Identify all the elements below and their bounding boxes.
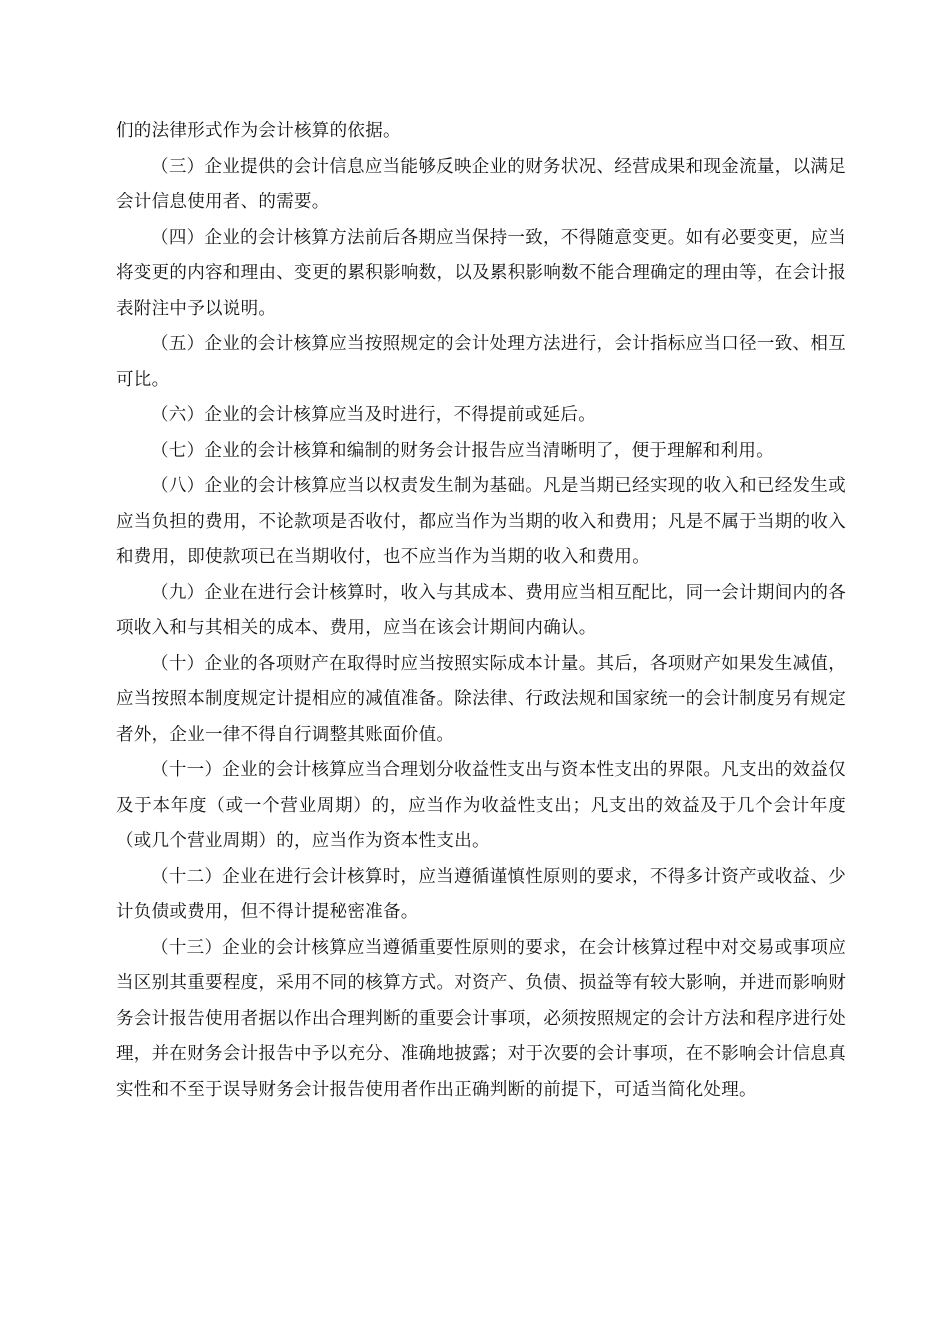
paragraph-item-4: （四）企业的会计核算方法前后各期应当保持一致，不得随意变更。如有必要变更，应当将变更的内容和理由、变更的累积影响数，以及累积影响数不能合理确定的理由等，在会计报表附注中予以说明。	[116, 227, 846, 319]
document-page	[116, 114, 846, 1108]
paragraph-item-5: （五）企业的会计核算应当按照规定的会计处理方法进行，会计指标应当口径一致、相互可比。	[116, 334, 846, 390]
paragraph-item-9: （九）企业在进行会计核算时，收入与其成本、费用应当相互配比，同一会计期间内的各项收入和与其相关的成本、费用，应当在该会计期间内确认。	[116, 582, 846, 638]
paragraph-item-3: （三）企业提供的会计信息应当能够反映企业的财务状况、经营成果和现金流量，以满足会计信息使用者、的需要。	[116, 156, 846, 212]
paragraph-item-10: （十）企业的各项财产在取得时应当按照实际成本计量。其后，各项财产如果发生减值，应当按照本制度规定计提相应的减值准备。除法律、行政法规和国家统一的会计制度另有规定者外，企业一律不得自行调整其账面价值。	[116, 653, 846, 745]
paragraph-item-13: （十三）企业的会计核算应当遵循重要性原则的要求，在会计核算过程中对交易或事项应当区别其重要程度，采用不同的核算方式。对资产、负债、损益等有较大影响，并进而影响财务会计报告使用者据以作出合理判断的重要会计事项，必须按照规定的会计方法和程序进行处理，并在财务会计报告中予以充分、准确地披露；对于次要的会计事项，在不影响会计信息真实性和不至于误导财务会计报告使用者作出正确判断的前提下，可适当简化处理。	[116, 937, 846, 1100]
paragraph-continuation: 们的法律形式作为会计核算的依据。	[116, 121, 401, 141]
paragraph-item-7: （七）企业的会计核算和编制的财务会计报告应当清晰明了，便于理解和利用。	[151, 440, 774, 461]
paragraph-item-8: （八）企业的会计核算应当以权责发生制为基础。凡是当期已经实现的收入和已经发生或应当负担的费用，不论款项是否收付，都应当作为当期的收入和费用；凡是不属于当期的收入和费用，即使款项已在当期收付，也不应当作为当期的收入和费用。	[116, 476, 846, 567]
paragraph-item-6: （六）企业的会计核算应当及时进行，不得提前或延后。	[151, 405, 596, 425]
paragraph-item-12: （十二）企业在进行会计核算时，应当遵循谨慎性原则的要求，不得多计资产或收益、少计负债或费用，但不得计提秘密准备。	[116, 866, 846, 922]
paragraph-item-11: （十一）企业的会计核算应当合理划分收益性支出与资本性支出的界限。凡支出的效益仅及于本年度（或一个营业周期）的，应当作为收益性支出；凡支出的效益及于几个会计年度（或几个营业周期）的，应当作为资本性支出。	[116, 760, 846, 851]
